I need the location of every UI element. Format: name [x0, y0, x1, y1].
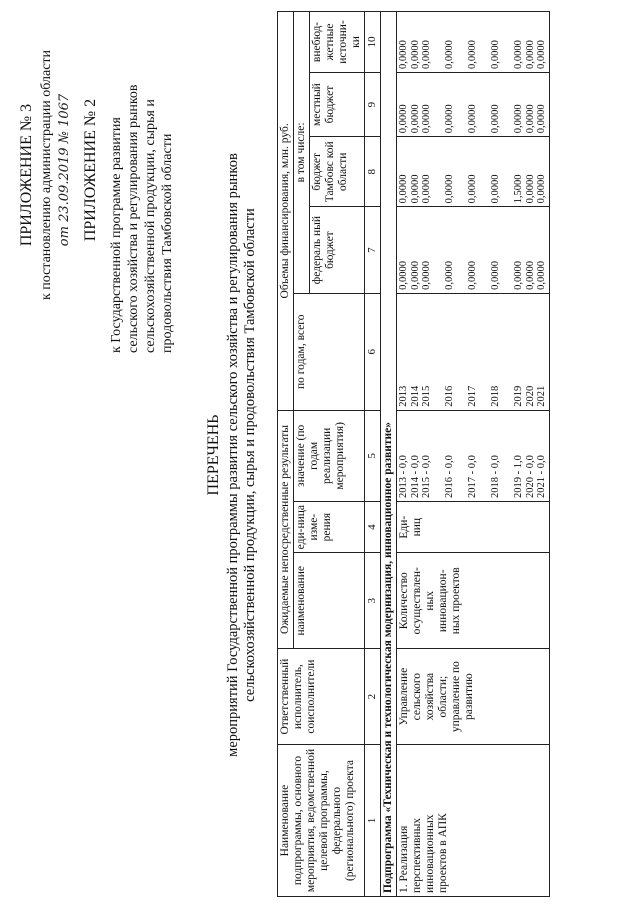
col-num: 8: [365, 137, 381, 207]
document-subtitle: мероприятий Государственной программы развития сельского хозяйства и регулирования рынков сельскохозяйственной продукции, сырья и продовольствия Тамбовской области: [225, 153, 258, 757]
col-header-by-year: по годам, всего: [294, 293, 365, 410]
col-header-value: значение (по годам реализации мероприятия): [294, 410, 365, 501]
measure-unit: Еди- ниц: [397, 501, 550, 552]
col-header-federal: федераль ный бюджет: [310, 207, 365, 294]
col-num: 9: [365, 72, 381, 136]
col-num: 5: [365, 410, 381, 501]
measure-regional: 0,0000 0,0000 0,0000 0,0000 0,0000 0,0000 1,5000 0,0000 0,0000: [397, 137, 550, 207]
appendix3-date-number: от 23.09.2019 № 1067: [57, 93, 72, 247]
measure-name-cell: [397, 745, 550, 897]
col-num: 7: [365, 207, 381, 294]
col-header-executor: Ответственный исполнитель, соисполнители: [278, 649, 365, 745]
measure-indicator: Количество осуществлен- ных инновацион- ных проектов: [397, 553, 550, 649]
col-num: 3: [365, 553, 381, 649]
appendix2-subtitle: к Государственной программе развития сельского хозяйства и регулирования рынков сельскохозяйственной продукции, сырья и продовольствия Тамбовской области: [109, 84, 175, 353]
subprogram-title: Подпрограмма «Техническая и технологическая модернизация, инновационное развитие»: [381, 12, 397, 897]
measures-table: [277, 11, 550, 897]
col-header-unit: еди-ница изме-рения: [294, 501, 365, 552]
col-header-regional: бюджет Тамбовс кой области: [310, 137, 365, 207]
measure-federal: 0,0000 0,0000 0,0000 0,0000 0,0000 0,0000 0,0000 0,0000 0,0000: [397, 207, 550, 294]
col-header-indicator: наименование: [294, 553, 365, 649]
col-header-including: в том числе:: [294, 12, 310, 294]
col-header-name: Наименование подпрограммы, основного мероприятия, ведомственной целевой программы, федерального (регионального) проекта: [278, 745, 365, 897]
appendix2-title: ПРИЛОЖЕНИЕ № 2: [82, 98, 99, 242]
col-header-local: местный бюджет: [310, 72, 365, 136]
measure-executor: Управление сельского хозяйства области; управление по развитию: [397, 649, 550, 745]
measure-number: 1.: [398, 884, 410, 893]
measure-name: Реализация перспективных инновационных проектов в АПК: [398, 813, 449, 893]
col-num: 1: [365, 745, 381, 897]
appendix3-title: ПРИЛОЖЕНИЕ № 3: [18, 103, 35, 247]
measure-years: 2013 2014 2015 2016 2017 2018 2019 2020 2021: [397, 293, 550, 410]
col-header-results: Ожидаемые непосредственные результаты: [278, 410, 294, 648]
document-title: ПЕРЕЧЕНЬ: [205, 414, 222, 496]
col-num: 4: [365, 501, 381, 552]
col-num: 6: [365, 293, 381, 410]
appendix3-subtitle: к постановлению администрации области: [39, 49, 54, 301]
col-header-funding: Объемы финансирования, млн. руб.: [278, 12, 294, 411]
measure-local: 0,0000 0,0000 0,0000 0,0000 0,0000 0,0000 0,0000 0,0000 0,0000: [397, 72, 550, 136]
col-num: 10: [365, 12, 381, 73]
measure-offbudget: 0,0000 0,0000 0,0000 0,0000 0,0000 0,0000 0,0000 0,0000 0,0000: [397, 12, 550, 73]
measure-values: 2013 - 0,0 2014 - 0,0 2015 - 0,0 2016 - 0,0 2017 - 0,0 2018 - 0,0 2019 - 1,0 2020 - 0,0 2021 - 0,0: [397, 410, 550, 501]
col-header-offbudget: внебюд-жетные источни-ки: [310, 12, 365, 73]
col-num: 2: [365, 649, 381, 745]
